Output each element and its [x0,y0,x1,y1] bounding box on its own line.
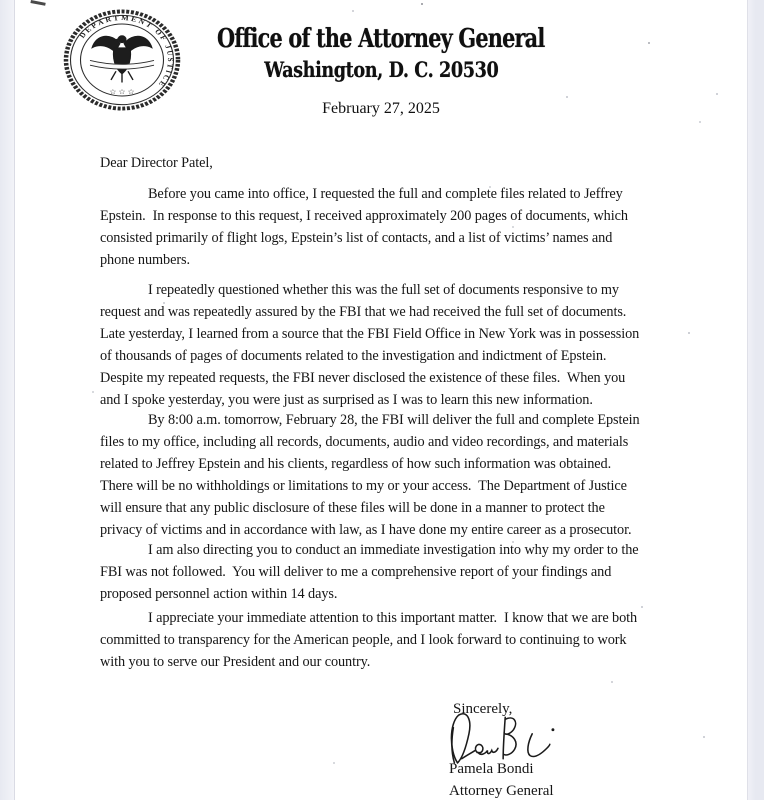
body-line: related to Jeffrey Epstein and his clients, regardless of how such information was obtained. [100,456,612,472]
seal-stars: ☆ ☆ ☆ [109,87,135,96]
seal-ring-text: DEPARTMENT OF JUSTICE [77,13,176,90]
body-line: Late yesterday, I learned from a source that the FBI Field Office in New York was in possession [100,326,640,342]
body-line: committed to transparency for the American people, and I look forward to continuing to work [100,632,627,648]
body-line: of thousands of pages of documents related to the investigation and indictment of Epstein. [100,348,607,364]
paragraph-4 [100,539,700,605]
letter-date: February 27, 2025 [322,100,440,117]
body-line: I appreciate your immediate attention to this important matter. I know that we are both [148,610,638,626]
paragraph-2 [100,279,700,411]
letterhead-address [15,57,747,82]
body-line: There will be no withholdings or limitations to my or your access. The Department of Justice [100,478,627,494]
scan-noise-specks [0,0,2,2]
signer-name: Pamela Bondi [449,761,534,777]
body-line: FBI was not followed. You will deliver to me a comprehensive report of your findings and [100,564,612,580]
valediction: Sincerely, [453,701,513,717]
letterhead-office-title [15,24,747,54]
body-line: and I spoke yesterday, you were just as surprised as I was to learn this new information. [100,392,593,408]
signer-title: Attorney General [449,783,554,799]
body-line: files to my office, including all records, documents, audio and video recordings, and materials [100,434,629,450]
scan-edge-left [0,0,15,800]
body-line: phone numbers. [100,252,190,268]
body-line: By 8:00 a.m. tomorrow, February 28, the FBI will deliver the full and complete Epstein [148,412,640,428]
pam-bondi-signature [443,710,583,766]
body-line: I repeatedly questioned whether this was the full set of documents responsive to my [148,282,619,298]
body-line: with you to serve our President and our country. [100,654,371,670]
paragraph-5 [100,607,700,673]
body-line: Epstein. In response to this request, I received approximately 200 pages of documents, which [100,208,628,224]
body-line: consisted primarily of flight logs, Epstein’s list of contacts, and a list of victims’ names and [100,230,613,246]
scan-artifact-mark [30,0,45,6]
body-line: will ensure that any public disclosure of these files will be done in a manner to protect the [100,500,605,516]
body-line: I am also directing you to conduct an immediate investigation into why my order to the [148,542,639,558]
body-line: privacy of victims and in accordance with law, as I have done my entire career as a prosecutor. [100,522,632,538]
body-line: Before you came into office, I requested the full and complete files related to Jeffrey [148,186,623,202]
body-line: request and was repeatedly assured by the FBI that we had received the full set of documents. [100,304,627,320]
paragraph-1 [100,183,700,271]
body-line: Despite my repeated requests, the FBI never disclosed the existence of these files. When you [100,370,626,386]
paragraph-3 [100,409,700,541]
body-line: proposed personnel action within 14 days. [100,586,338,602]
office-title-text: Office of the Attorney General [217,24,545,54]
address-text: Washington, D. C. 20530 [263,57,499,82]
scan-edge-right [747,0,764,800]
signature-graphic [443,710,583,766]
salutation: Dear Director Patel, [100,155,213,171]
